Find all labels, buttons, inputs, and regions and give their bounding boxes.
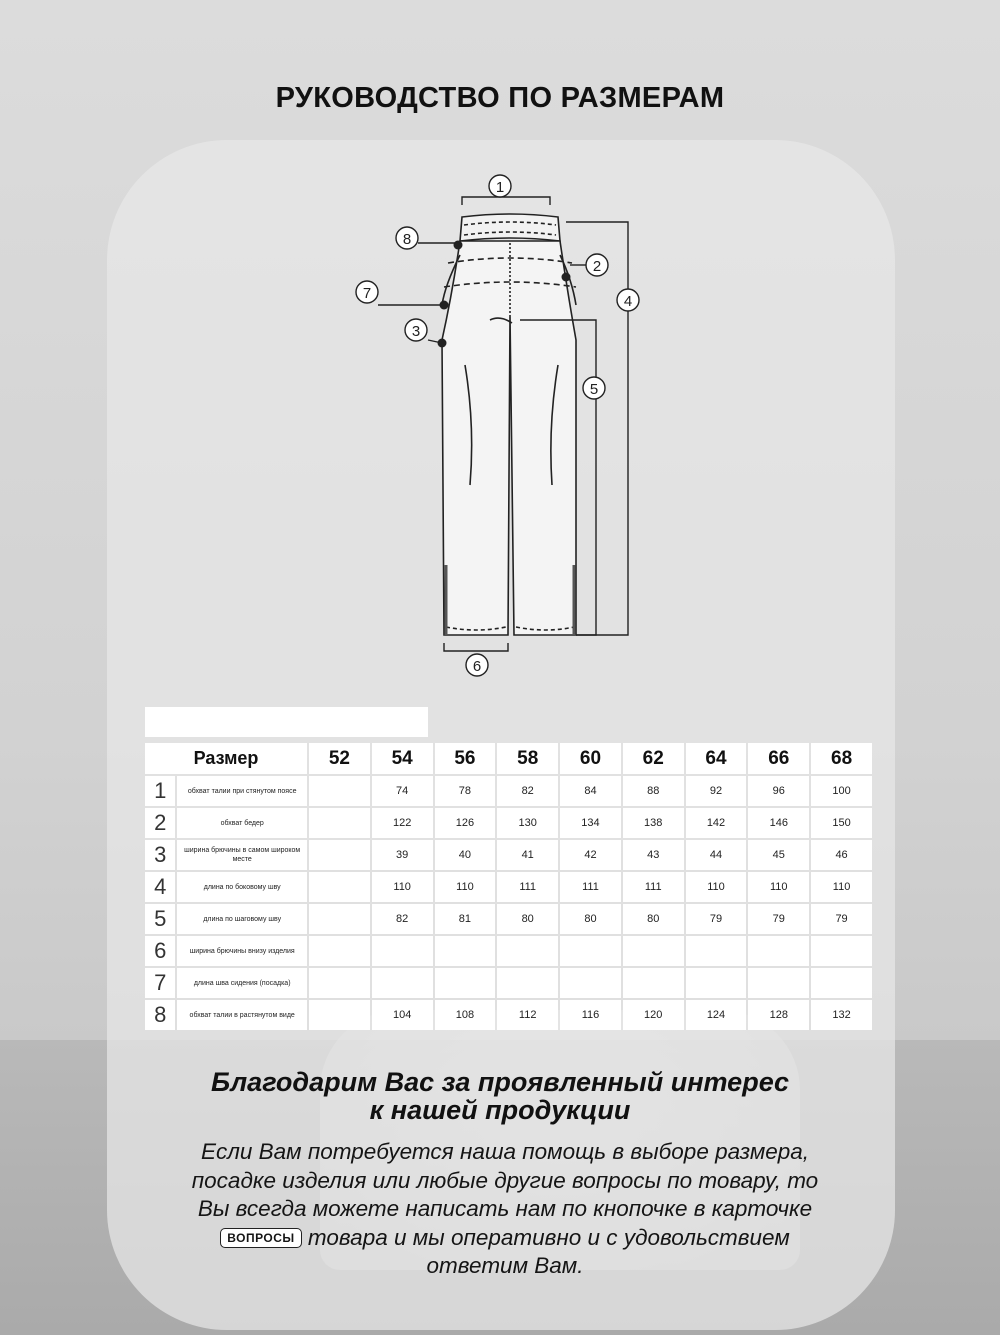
- table-cell: [309, 1000, 370, 1030]
- table-cell: [309, 936, 370, 966]
- questions-button[interactable]: ВОПРОСЫ: [220, 1228, 301, 1248]
- table-cell: [748, 968, 809, 998]
- table-cell: 111: [623, 872, 684, 902]
- table-cell: 43: [623, 840, 684, 870]
- table-cell: 84: [560, 776, 621, 806]
- row-number: 2: [145, 808, 175, 838]
- marker-8: 8: [402, 231, 412, 248]
- row-number: 8: [145, 1000, 175, 1030]
- size-col-52: 52: [309, 743, 370, 774]
- table-cell: 39: [372, 840, 433, 870]
- table-cell: 116: [560, 1000, 621, 1030]
- marker-7: 7: [362, 285, 372, 302]
- table-cell: 108: [435, 1000, 496, 1030]
- size-col-54: 54: [372, 743, 433, 774]
- table-cell: [309, 872, 370, 902]
- table-cell: 42: [560, 840, 621, 870]
- help-message: [180, 1138, 830, 1281]
- table-cell: 96: [748, 776, 809, 806]
- table-cell: 41: [497, 840, 558, 870]
- table-cell: 79: [686, 904, 747, 934]
- thanks-heading: [0, 1068, 1000, 1124]
- table-cell: 78: [435, 776, 496, 806]
- row-parameter-label: длина шва сидения (посадка): [177, 968, 307, 998]
- marker-1: 1: [495, 179, 505, 196]
- table-cell: [686, 968, 747, 998]
- table-cell: [309, 840, 370, 870]
- table-row: [145, 776, 872, 806]
- table-cell: 122: [372, 808, 433, 838]
- table-cell: [748, 936, 809, 966]
- table-row: [145, 840, 872, 870]
- size-col-66: 66: [748, 743, 809, 774]
- table-cell: 104: [372, 1000, 433, 1030]
- thanks-line-2: к нашей продукции: [369, 1095, 631, 1125]
- size-table-header-row: [145, 743, 872, 774]
- table-row: [145, 936, 872, 966]
- row-parameter-label: ширина брючины внизу изделия: [177, 936, 307, 966]
- marker-2: 2: [592, 258, 602, 275]
- table-row: [145, 808, 872, 838]
- table-cell: 82: [497, 776, 558, 806]
- table-cell: [811, 968, 872, 998]
- row-number: 1: [145, 776, 175, 806]
- table-cell: 79: [811, 904, 872, 934]
- table-cell: 138: [623, 808, 684, 838]
- size-header-label: Размер: [145, 743, 307, 774]
- table-cell: 146: [748, 808, 809, 838]
- table-cell: 120: [623, 1000, 684, 1030]
- table-cell: [560, 968, 621, 998]
- table-cell: 80: [623, 904, 684, 934]
- table-cell: 88: [623, 776, 684, 806]
- table-cell: [435, 968, 496, 998]
- help-message-part-1: Если Вам потребуется наша помощь в выборе размера, посадке изделия или любые другие вопросы по товару, то Вы всегда можете написать нам по кнопочке в карточке: [191, 1139, 819, 1221]
- table-cell: 126: [435, 808, 496, 838]
- table-cell: 111: [560, 872, 621, 902]
- table-cell: 128: [748, 1000, 809, 1030]
- size-col-62: 62: [623, 743, 684, 774]
- table-cell: 80: [497, 904, 558, 934]
- table-cell: [309, 904, 370, 934]
- table-cell: 110: [686, 872, 747, 902]
- row-parameter-label: обхват талии при стянутом поясе: [177, 776, 307, 806]
- table-cell: [811, 936, 872, 966]
- row-parameter-label: длина по боковому шву: [177, 872, 307, 902]
- table-row: [145, 968, 872, 998]
- marker-5: 5: [589, 381, 599, 398]
- row-parameter-label: обхват бедер: [177, 808, 307, 838]
- row-number: 3: [145, 840, 175, 870]
- marker-6: 6: [472, 658, 482, 675]
- table-cell: [560, 936, 621, 966]
- table-cell: [372, 936, 433, 966]
- thanks-line-1: Благодарим Вас за проявленный интерес: [210, 1067, 790, 1097]
- help-message-part-2: товара и мы оперативно и с удовольствием ответим Вам.: [301, 1224, 790, 1278]
- table-cell: 110: [811, 872, 872, 902]
- table-cell: 74: [372, 776, 433, 806]
- table-cell: 100: [811, 776, 872, 806]
- row-number: 4: [145, 872, 175, 902]
- table-row: [145, 1000, 872, 1030]
- size-col-56: 56: [435, 743, 496, 774]
- row-number: 7: [145, 968, 175, 998]
- table-cell: [372, 968, 433, 998]
- table-cell: 110: [372, 872, 433, 902]
- trousers-diagram: [340, 165, 660, 690]
- table-cell: 110: [748, 872, 809, 902]
- row-parameter-label: обхват талии в растянутом виде: [177, 1000, 307, 1030]
- table-cell: [497, 968, 558, 998]
- table-cell: 150: [811, 808, 872, 838]
- size-col-60: 60: [560, 743, 621, 774]
- size-table: [143, 741, 874, 1032]
- marker-4: 4: [623, 293, 633, 310]
- table-cell: 112: [497, 1000, 558, 1030]
- marker-3: 3: [411, 323, 421, 340]
- row-number: 5: [145, 904, 175, 934]
- table-cell: 80: [560, 904, 621, 934]
- table-row: [145, 904, 872, 934]
- table-cell: 110: [435, 872, 496, 902]
- table-cell: 130: [497, 808, 558, 838]
- row-number: 6: [145, 936, 175, 966]
- table-cell: 81: [435, 904, 496, 934]
- table-cell: 82: [372, 904, 433, 934]
- table-cell: [623, 936, 684, 966]
- table-cell: 124: [686, 1000, 747, 1030]
- table-cell: 40: [435, 840, 496, 870]
- table-cell: [309, 808, 370, 838]
- table-cell: 46: [811, 840, 872, 870]
- table-cell: 111: [497, 872, 558, 902]
- size-col-68: 68: [811, 743, 872, 774]
- table-cell: 79: [748, 904, 809, 934]
- row-parameter-label: длина по шаговому шву: [177, 904, 307, 934]
- table-row: [145, 872, 872, 902]
- table-cell: [686, 936, 747, 966]
- table-cell: 132: [811, 1000, 872, 1030]
- page-title: РУКОВОДСТВО ПО РАЗМЕРАМ: [275, 82, 725, 114]
- table-cell: 44: [686, 840, 747, 870]
- table-cell: 92: [686, 776, 747, 806]
- table-cell: 45: [748, 840, 809, 870]
- table-cell: [309, 968, 370, 998]
- table-cell: [497, 936, 558, 966]
- size-col-58: 58: [497, 743, 558, 774]
- blank-header-bar: [145, 707, 428, 737]
- table-cell: 134: [560, 808, 621, 838]
- table-cell: [435, 936, 496, 966]
- row-parameter-label: ширина брючины в самом широком месте: [177, 840, 307, 870]
- size-col-64: 64: [686, 743, 747, 774]
- table-cell: [309, 776, 370, 806]
- table-cell: 142: [686, 808, 747, 838]
- table-cell: [623, 968, 684, 998]
